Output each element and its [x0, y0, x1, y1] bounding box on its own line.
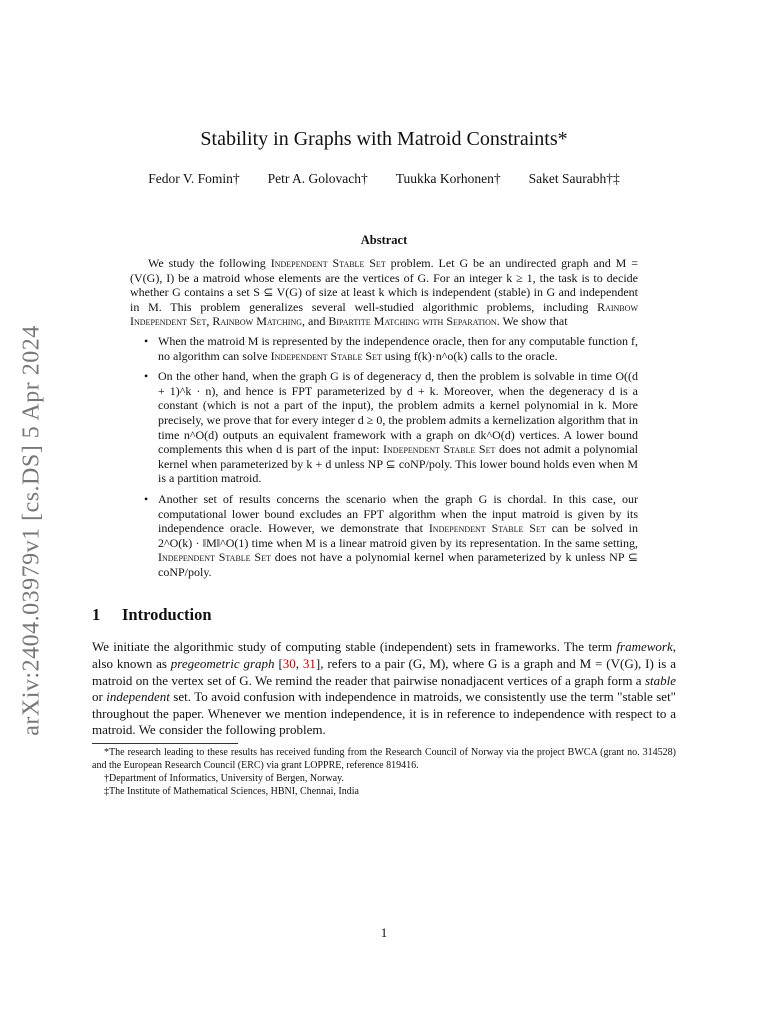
- result-list: [130, 334, 638, 580]
- citation-link[interactable]: 30: [282, 656, 296, 672]
- author-list: [92, 171, 676, 187]
- section-heading: 1 Introduction: [92, 605, 212, 625]
- list-item: • On the other hand, when the graph G is of degeneracy d, then the problem is solvable in time O((d + 1)^k · n), and hence is FPT parameterized by d + k. Moreover, when the degeneracy d is a constant (which is not a part of the input), the problem admits a kernel polynomial in k. More precisely, we prove that for every integer d ≥ 0, the problem admits a kernelization algorithm that in time n^O(d) outputs an equivalent framework with a graph on dk^O(d) vertices. A lower bound complements this when d is part of the input: Independent Stable Set does not admit a polynomial kernel when parameterized by k + d unless NP ⊆ coNP/poly. This lower bound holds even when M is a partition matroid.: [144, 369, 638, 486]
- footnote: *The research leading to these results has received funding from the Research Council of Norway via the project BWCA (grant no. 314528) and the European Research Council (ERC) via grant LOPPRE, reference 819416.: [92, 747, 676, 772]
- list-item: • Another set of results concerns the scenario when the graph G is chordal. In this case, our computational lower bound excludes an FPT algorithm when the input matroid is given by its independence oracle. However, we demonstrate that Independent Stable Set can be solved in 2^O(k) · ‖M‖^O(1) time when M is a linear matroid given by its representation. In the same setting, Independent Stable Set does not have a polynomial kernel when parameterized by k unless NP ⊆ coNP/poly.: [144, 491, 638, 579]
- intro-paragraph: We initiate the algorithmic study of computing stable (independent) sets in frameworks. The term framework, also known as pregeometric graph [30, 31], refers to a pair (G, M), where G is a graph and M = (V(G), I) is a matroid on the vertex set of G. We remind the reader that pairwise nonadjacent vertices of a graph form a stable or independent set. To avoid confusion with independence in matroids, we consistently use the term "stable set" throughout the paper. Whenever we mention independence, it is in reference to independence with respect to a matroid. We consider the following problem.: [92, 639, 677, 738]
- footnote: ‡The Institute of Mathematical Sciences, HBNI, Chennai, India: [104, 786, 359, 798]
- author: Fedor V. Fomin†: [148, 171, 240, 186]
- paper-page: [92, 128, 676, 798]
- citation-link[interactable]: 31: [302, 656, 316, 672]
- list-item: • When the matroid M is represented by the independence oracle, then for any computable function f, no algorithm can solve Independent Stable Set using f(k)·n^o(k) calls to the oracle.: [144, 333, 638, 363]
- arxiv-identifier: arXiv:2404.03979v1 [cs.DS] 5 Apr 2024: [18, 324, 45, 736]
- arxiv-watermark: [12, 320, 52, 740]
- author: Petr A. Golovach†: [267, 171, 368, 186]
- abstract-intro: We study the following Independent Stable Set problem. Let G be an undirected graph and M = (V(G), I) be a matroid whose elements are the vertices of G. For an integer k ≥ 1, the task is to decide whether G contains a set S ⊆ V(G) of size at least k which is independent (stable) in G and independent in M. This problem generalizes several well-studied algorithmic problems, including Rainbow Independent Set, Rainbow Matching, and Bipartite Matching with Separation. We show that: [130, 256, 638, 329]
- abstract-body: [92, 256, 676, 579]
- page-number: 1: [380, 925, 388, 940]
- author: Saket Saurabh†‡: [528, 171, 620, 186]
- footnote: †Department of Informatics, University of Bergen, Norway.: [104, 773, 344, 785]
- footnotes: [92, 744, 676, 798]
- author: Tuukka Korhonen†: [395, 171, 501, 186]
- abstract-heading: Abstract: [360, 233, 408, 247]
- bullet-icon: •: [144, 369, 149, 384]
- paper-title: Stability in Graphs with Matroid Constraints*: [200, 128, 568, 150]
- bullet-icon: •: [144, 333, 149, 348]
- bullet-icon: •: [144, 491, 149, 506]
